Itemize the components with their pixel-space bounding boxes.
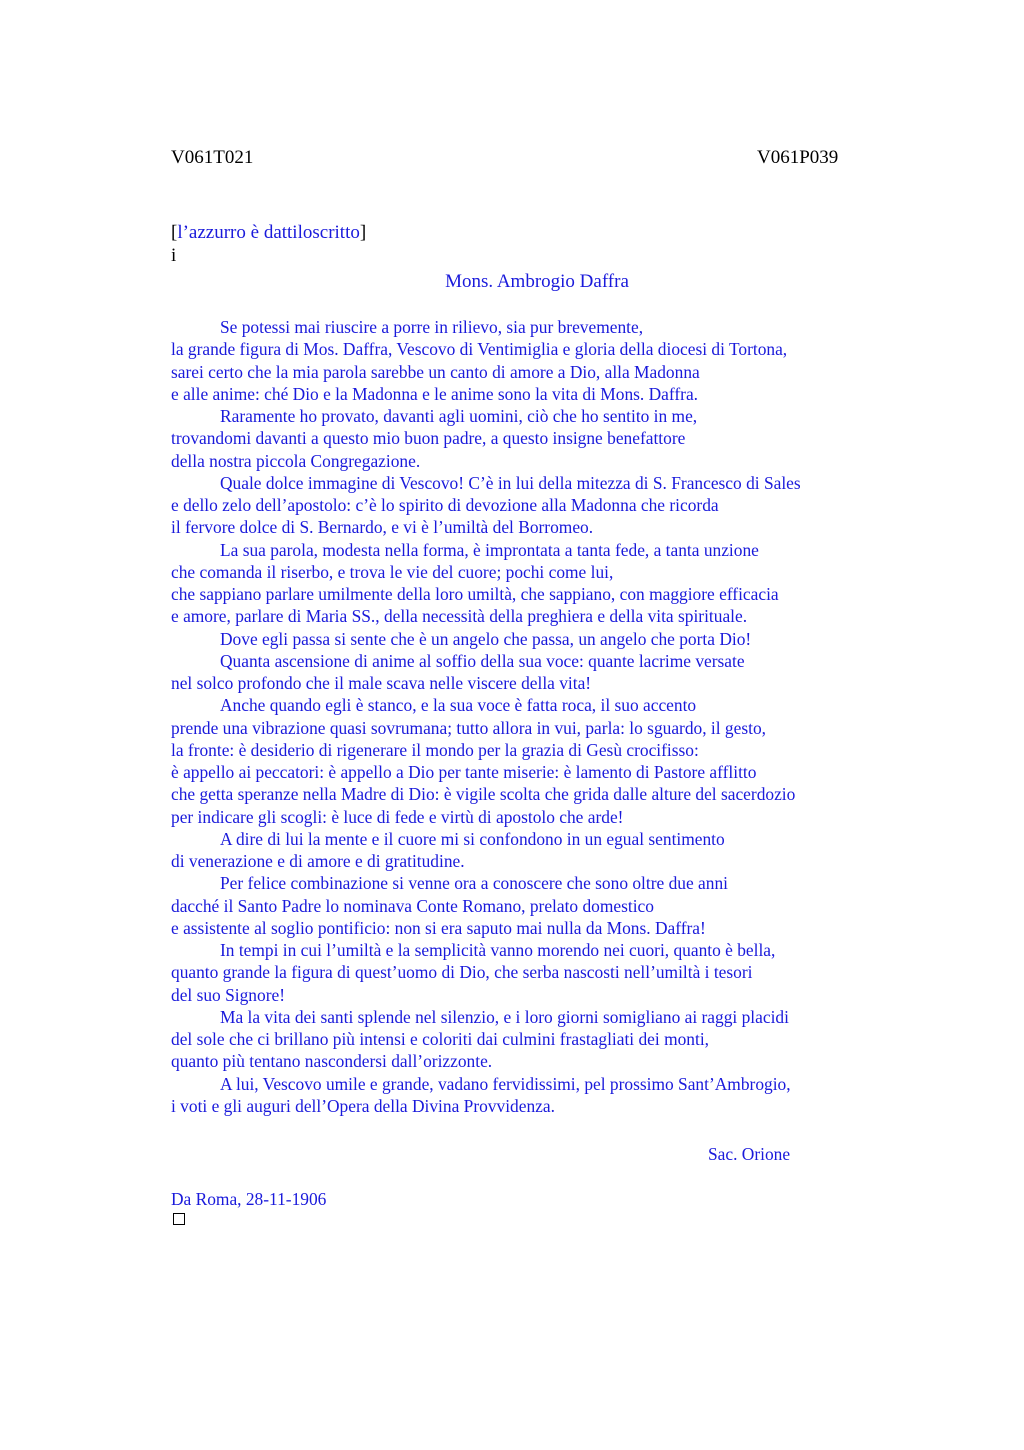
signature: Sac. Orione: [708, 1144, 791, 1164]
body-line: Quanta ascensione di anime al soffio della sua voce: quante lacrime versate: [220, 650, 745, 671]
body-line: Se potessi mai riuscire a porre in rilievo, sia pur brevemente,: [220, 317, 644, 337]
body-line: dacché il Santo Padre lo nominava Conte Romano, prelato domestico: [171, 895, 654, 916]
body-line: la grande figura di Mos. Daffra, Vescovo di Ventimiglia e gloria della diocesi di Tortona,: [171, 339, 788, 360]
body-line: quanto grande la figura di quest’uomo di Dio, che serba nascosti nell’umiltà i tesori: [171, 962, 753, 983]
body-line: A lui, Vescovo umile e grande, vadano fervidissimi, pel prossimo Sant’Ambrogio,: [220, 1073, 791, 1094]
body-line: di venerazione e di amore e di gratitudine.: [171, 851, 465, 871]
body-line: quanto più tentano nascondersi dall’orizzonte.: [171, 1051, 493, 1072]
body-line: è appello ai peccatori: è appello a Dio per tante miserie: è lamento di Pastore afflitto: [171, 762, 757, 782]
body-line: che getta speranze nella Madre di Dio: è vigile scolta che grida dalle alture del sacerdozio: [171, 784, 796, 805]
body-line: per indicare gli scogli: è luce di fede e virtù di apostolo che arde!: [171, 806, 624, 827]
document-title: Mons. Ambrogio Daffra: [445, 271, 629, 292]
body-line: Ma la vita dei santi splende nel silenzio, e i loro giorni somigliano ai raggi placidi: [220, 1006, 789, 1027]
body-line: nel solco profondo che il male scava nelle viscere della vita!: [171, 673, 592, 693]
body-line: e amore, parlare di Maria SS., della necessità della preghiera e della vita spirituale.: [171, 606, 748, 627]
body-line: e assistente al soglio pontificio: non si era saputo mai nulla da Mons. Daffra!: [171, 917, 706, 938]
note-open-bracket: [: [171, 222, 178, 243]
body-line: i voti e gli auguri dell’Opera della Divina Provvidenza.: [171, 1095, 555, 1116]
place-date: Da Roma, 28-11-1906: [171, 1189, 327, 1209]
body-line: che comanda il riserbo, e trova le vie del cuore; pochi come lui,: [171, 561, 614, 582]
body-line: Raramente ho provato, davanti agli uomini, ciò che ho sentito in me,: [220, 406, 698, 426]
body-line: prende una vibrazione quasi sovrumana; tutto allora in vui, parla: lo sguardo, il gesto,: [171, 717, 766, 738]
body-line: e alle anime: ché Dio e la Madonna e le anime sono la vita di Mons. Daffra.: [171, 383, 699, 404]
note-text: l’azzurro è dattiloscritto: [177, 222, 360, 243]
body-line: del sole che ci brillano più intensi e coloriti dai culmini frastagliati dei monti,: [171, 1029, 710, 1049]
document-code-left: V061T021: [171, 147, 254, 168]
letter-body: [171, 316, 891, 1117]
body-line: trovandomi davanti a questo mio buon padre, a questo insigne benefattore: [171, 428, 686, 449]
body-line: della nostra piccola Congregazione.: [171, 450, 421, 471]
body-line: e dello zelo dell’apostolo: c’è lo spirito di devozione alla Madonna che ricorda: [171, 495, 719, 515]
page-marker: i: [171, 245, 177, 266]
body-line: la fronte: è desiderio di rigenerare il mondo per la grazia di Gesù crocifisso:: [171, 739, 699, 760]
body-line: del suo Signore!: [171, 984, 285, 1005]
end-of-text-box-icon: [173, 1213, 185, 1225]
body-line: che sappiano parlare umilmente della loro umiltà, che sappiano, con maggiore efficacia: [171, 584, 779, 604]
body-line: Dove egli passa si sente che è un angelo che passa, un angelo che porta Dio!: [220, 628, 752, 649]
body-line: Per felice combinazione si venne ora a conoscere che sono oltre due anni: [220, 873, 728, 894]
body-line: In tempi in cui l’umiltà e la semplicità vanno morendo nei cuori, quanto è bella,: [220, 940, 776, 960]
body-line: Quale dolce immagine di Vescovo! C’è in lui della mitezza di S. Francesco di Sales: [220, 472, 801, 493]
document-code-right: V061P039: [757, 147, 839, 168]
body-line: il fervore dolce di S. Bernardo, e vi è l’umiltà del Borromeo.: [171, 517, 594, 538]
editorial-note: [171, 221, 366, 245]
body-line: Anche quando egli è stanco, e la sua voce è fatta roca, il suo accento: [220, 695, 697, 716]
body-line: A dire di lui la mente e il cuore mi si confondono in un egual sentimento: [220, 828, 725, 849]
note-close-bracket: ]: [359, 222, 367, 243]
body-line: sarei certo che la mia parola sarebbe un canto di amore a Dio, alla Madonna: [171, 361, 700, 382]
body-line: La sua parola, modesta nella forma, è improntata a tanta fede, a tanta unzione: [220, 539, 759, 560]
